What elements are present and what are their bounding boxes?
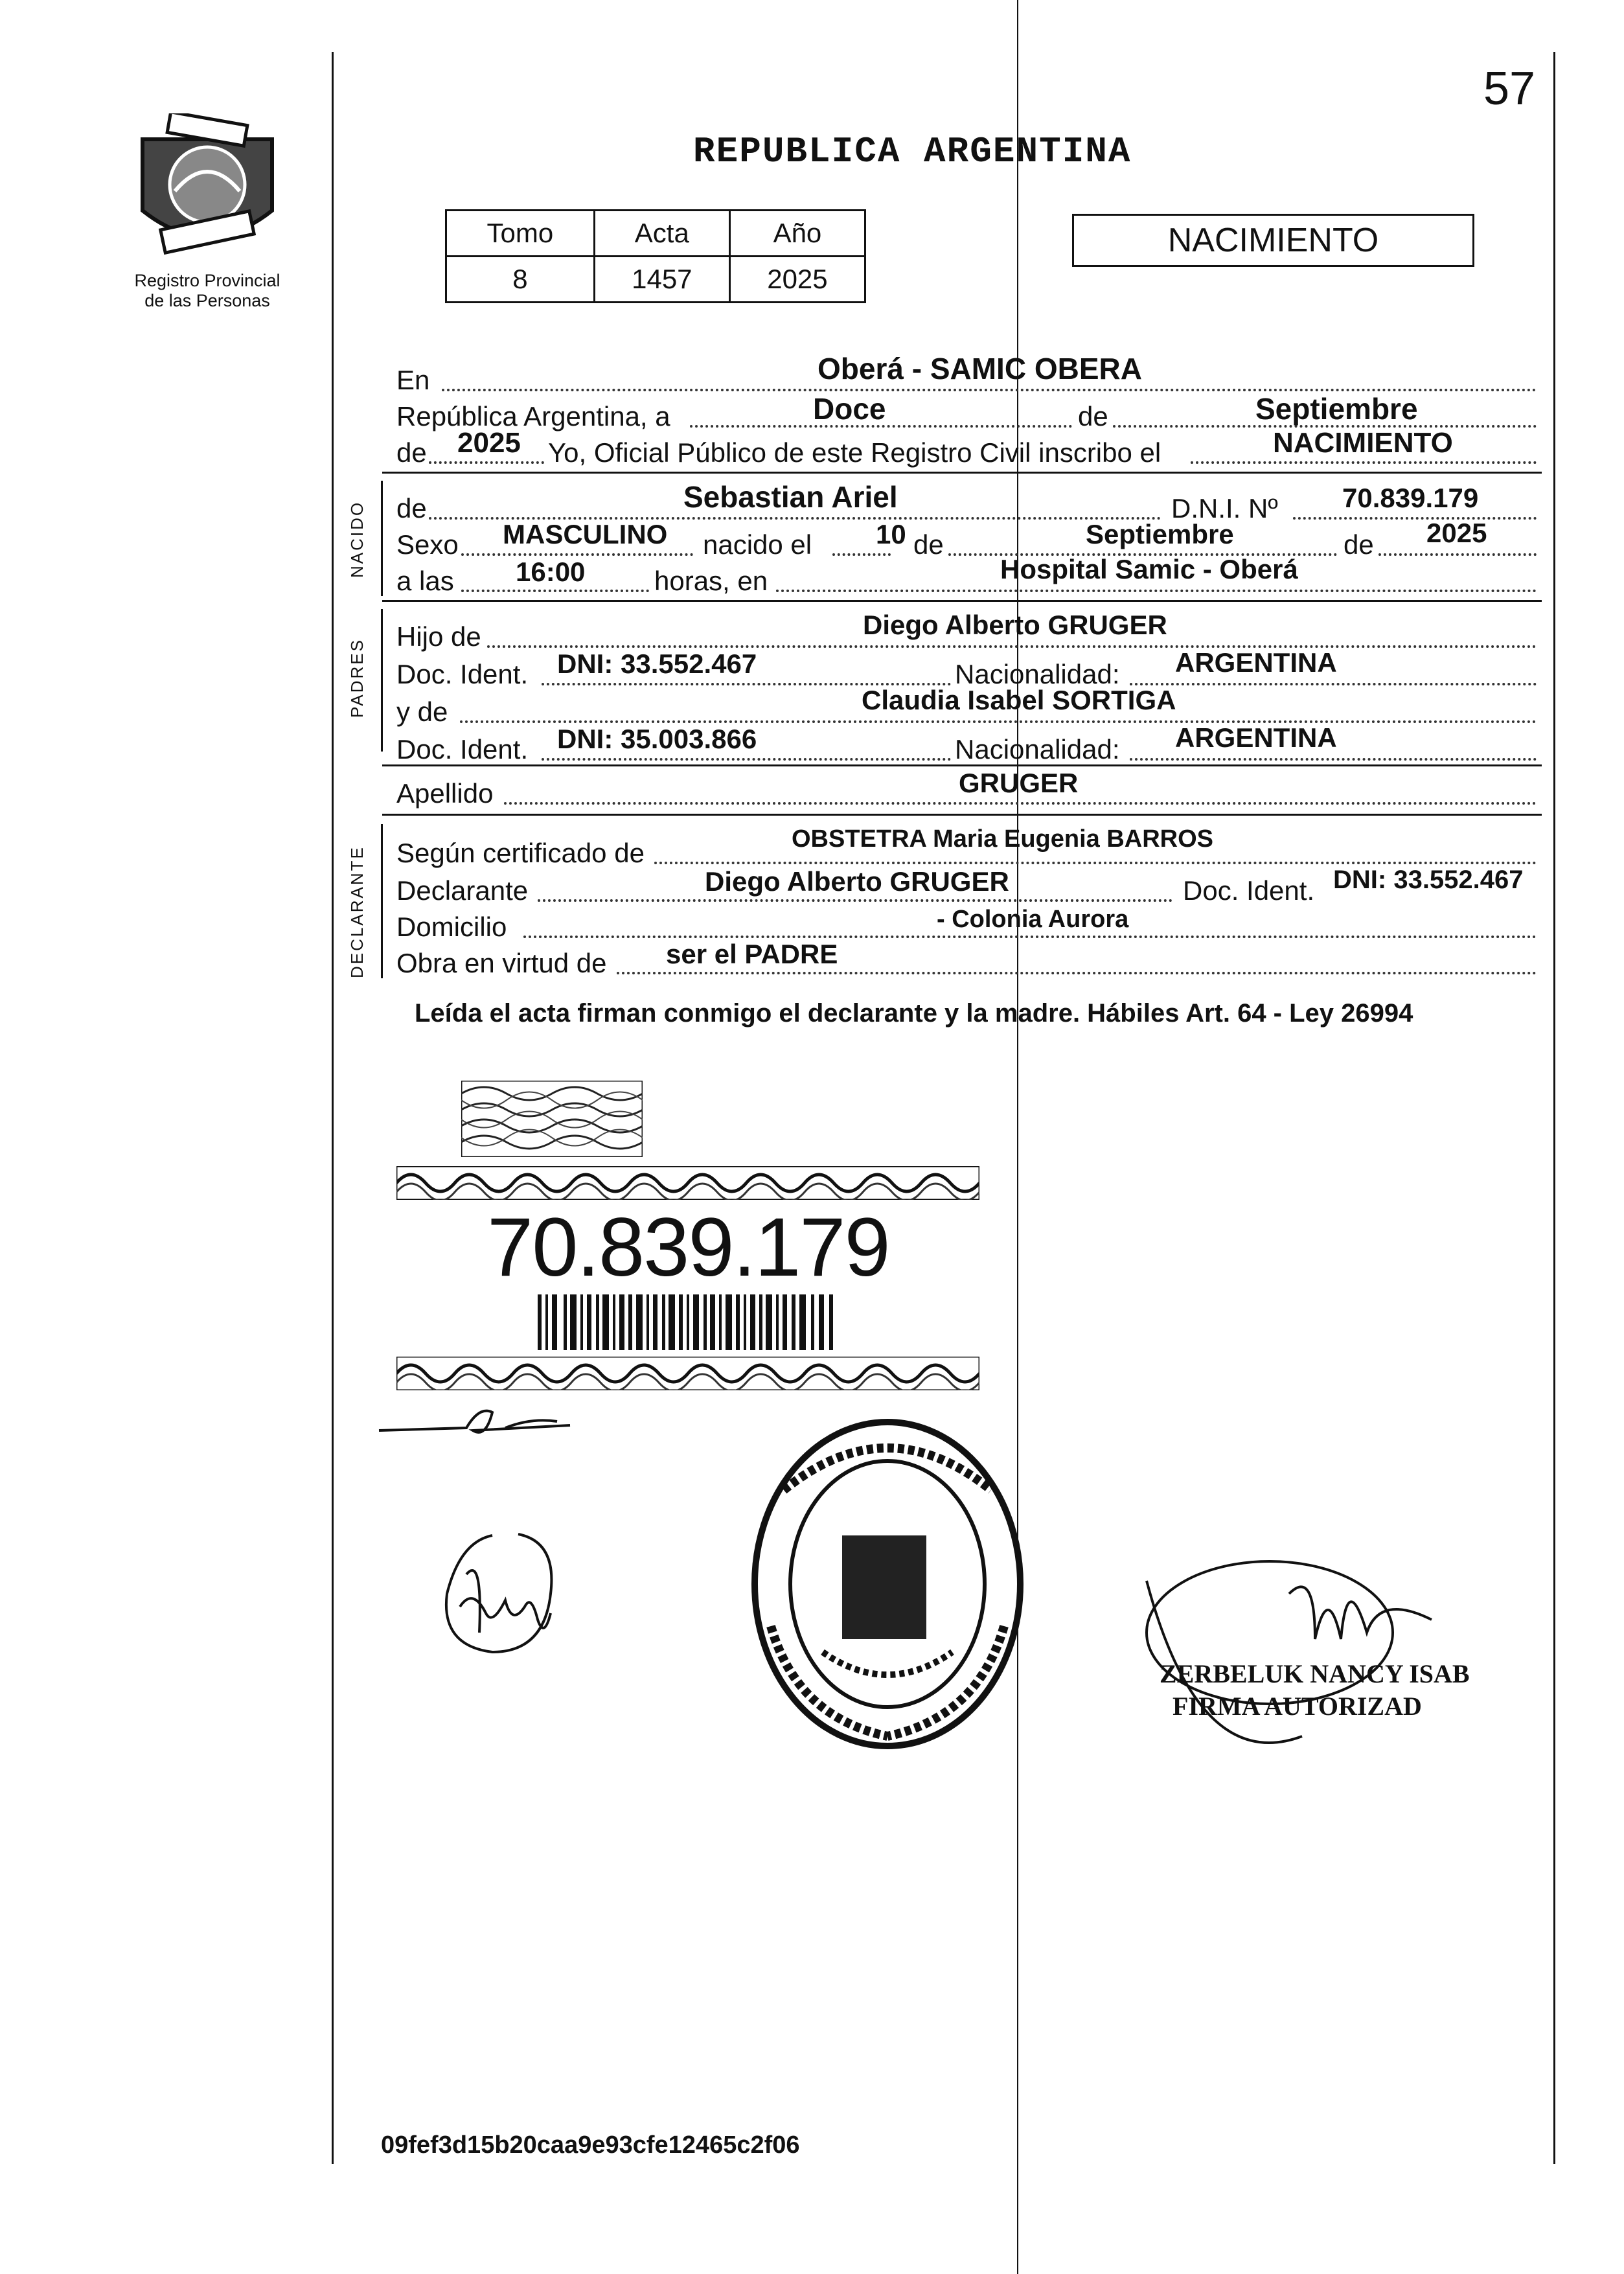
nacido-el-label: nacido el: [703, 529, 812, 560]
padres-bracket: [381, 609, 383, 752]
certifier: OBSTETRA Maria Eugenia BARROS: [792, 825, 1214, 853]
act-type: NACIMIENTO: [1273, 427, 1453, 459]
child-sex: MASCULINO: [503, 519, 668, 549]
en-dots: [442, 389, 1537, 391]
value-tomo: 8: [446, 257, 595, 303]
nacido-bracket: [381, 481, 383, 596]
de-label-1: de: [1078, 401, 1108, 431]
official-stamp: [745, 1412, 1030, 1756]
father-doc-label: Doc. Ident.: [396, 659, 529, 689]
apellido-label: Apellido: [396, 778, 494, 809]
header-acta: Acta: [594, 211, 729, 257]
security-pattern-small: [461, 1081, 643, 1157]
mother-doc-dots: [542, 758, 951, 761]
birth-month: Septiembre: [1086, 519, 1234, 549]
birth-place-dots: [776, 590, 1537, 592]
fold-line: [1017, 0, 1018, 2274]
year-dots: [429, 461, 544, 464]
page-title: REPUBLICA ARGENTINA: [693, 131, 1132, 172]
value-acta: 1457: [594, 257, 729, 303]
father-nationality: ARGENTINA: [1175, 647, 1337, 678]
header-anio: Año: [729, 211, 865, 257]
declarante-label: Declarante: [396, 875, 529, 906]
sexo-label: Sexo: [396, 529, 459, 560]
section-divider-2: [382, 600, 1542, 602]
page-number: 57: [1483, 63, 1536, 115]
de-label-2: de: [396, 437, 427, 468]
father-nac-label: Nacionalidad:: [955, 659, 1120, 689]
child-dni: 70.839.179: [1342, 483, 1479, 513]
section-label-declarante: DECLARANTE: [347, 845, 367, 978]
mother-doc-label: Doc. Ident.: [396, 734, 529, 764]
birth-time: 16:00: [516, 557, 586, 587]
section-label-nacido: NACIDO: [347, 500, 367, 578]
certificado-dots: [654, 862, 1537, 864]
domicilio-label: Domicilio: [396, 912, 507, 942]
father-nac-dots: [1130, 683, 1537, 685]
id-number-large: 70.839.179: [487, 1201, 889, 1294]
section-divider-1: [382, 472, 1542, 474]
apellido-dots: [504, 802, 1537, 805]
birth-year-dots: [1378, 553, 1537, 556]
domicilio-dots: [523, 936, 1537, 938]
father-name: Diego Alberto GRUGER: [863, 610, 1167, 640]
province-seal-logo: [123, 113, 292, 262]
birth-year: 2025: [1426, 518, 1487, 548]
hora-dots-line: [461, 590, 649, 592]
declarant-name: Diego Alberto GRUGER: [705, 866, 1009, 897]
header-tomo: Tomo: [446, 211, 595, 257]
birth-place: Oberá - SAMIC OBERA: [818, 352, 1142, 385]
section-divider-4: [382, 814, 1542, 816]
oficial-text: Yo, Oficial Público de este Registro Civil inscribo el: [548, 437, 1161, 468]
security-band-bottom: [396, 1357, 979, 1390]
official-name: ZERBELUK NANCY ISAB: [1160, 1659, 1470, 1688]
birth-hospital: Hospital Samic - Oberá: [1000, 554, 1298, 584]
section-label-padres: PADRES: [347, 638, 367, 718]
registration-month: Septiembre: [1255, 392, 1418, 426]
mother-doc: DNI: 35.003.866: [557, 724, 757, 754]
declarante-bracket: [381, 824, 383, 978]
right-margin-line: [1553, 52, 1555, 2164]
child-name: Sebastian Ariel: [683, 480, 898, 514]
declarant-signature: [421, 1516, 615, 1678]
hora-label: a las: [396, 566, 454, 596]
barcode: [538, 1294, 836, 1350]
record-type-box: NACIMIENTO: [1072, 214, 1474, 267]
nacido-de-label: de: [396, 493, 427, 523]
mother-nac-dots: [1130, 758, 1537, 761]
sexo-dots: [461, 553, 693, 556]
obra-label: Obra en virtud de: [396, 948, 607, 978]
act-dots: [1191, 461, 1537, 464]
certificado-label: Según certificado de: [396, 838, 645, 868]
initials-signature: [376, 1399, 609, 1451]
father-dots: [487, 645, 1537, 648]
value-anio: 2025: [729, 257, 865, 303]
register-table: [445, 209, 866, 303]
mother-dots: [460, 720, 1537, 723]
dni-dots: [1293, 517, 1537, 520]
register-table-value-row: [446, 257, 865, 303]
document-hash: 09fef3d15b20caa9e93cfe12465c2f06: [381, 2131, 800, 2159]
relationship: ser el PADRE: [666, 939, 838, 969]
closing-statement: Leída el acta firman conmigo el declarante y la madre. Hábiles Art. 64 - Ley 26994: [415, 999, 1413, 1028]
logo-caption: [110, 271, 304, 311]
hijo-de-label: Hijo de: [396, 621, 481, 652]
nacido-de-label-3: de: [1344, 529, 1374, 560]
mother-name: Claudia Isabel SORTIGA: [862, 685, 1176, 715]
nacido-de-label-2: de: [913, 529, 944, 560]
birth-day-dots: [832, 553, 891, 556]
address: - Colonia Aurora: [937, 906, 1129, 933]
obra-dots: [617, 972, 1537, 974]
declarante-dots: [538, 899, 1172, 902]
father-doc: DNI: 33.552.467: [557, 649, 757, 679]
surname: GRUGER: [959, 768, 1079, 798]
en-label: En: [396, 365, 430, 395]
logo-caption-line1: Registro Provincial: [134, 271, 280, 290]
horas-en-label: horas, en: [654, 566, 768, 596]
section-divider-3: [382, 764, 1542, 766]
registration-day: Doce: [813, 392, 886, 426]
registration-year: 2025: [457, 427, 521, 459]
left-margin-line: [332, 52, 334, 2164]
security-band-top: [396, 1166, 979, 1200]
birth-day: 10: [876, 519, 906, 549]
republica-label: República Argentina, a: [396, 401, 670, 431]
declarant-doc: DNI: 33.552.467: [1333, 866, 1524, 894]
register-table-header-row: [446, 211, 865, 257]
declarant-doc-label: Doc. Ident.: [1183, 875, 1315, 906]
y-de-label: y de: [396, 696, 448, 727]
official-title: FIRMA AUTORIZAD: [1172, 1692, 1422, 1721]
dni-label: D.N.I. Nº: [1171, 493, 1278, 523]
mother-nac-label: Nacionalidad:: [955, 734, 1120, 764]
logo-caption-line2: de las Personas: [144, 291, 270, 311]
mother-nationality: ARGENTINA: [1175, 722, 1337, 753]
